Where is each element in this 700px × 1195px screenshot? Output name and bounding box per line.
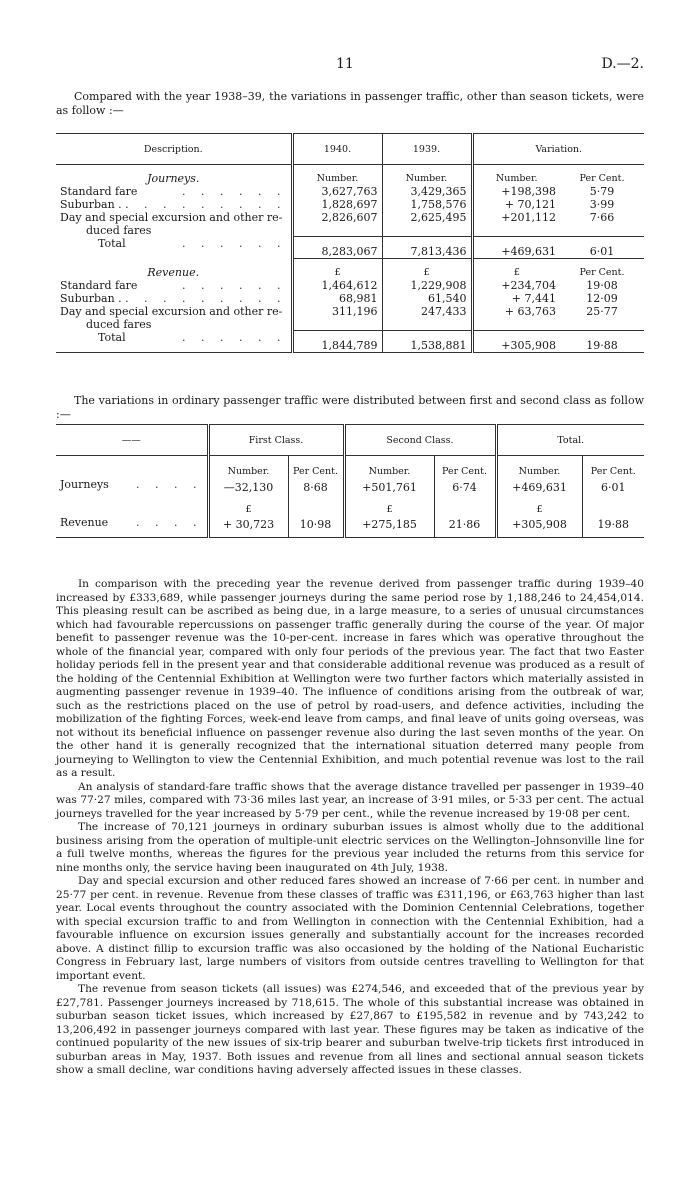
unit-label: Per Cent. [582,456,644,478]
unit-label: Number. [208,456,288,478]
cell-total-number: +469,631 [496,478,582,494]
cell-1940: 3,627,763 [292,185,382,198]
cell-total-percent: 6·01 [582,478,644,494]
unit-label: Number. [472,165,560,185]
cell-percent: 19·08 [586,278,618,292]
paragraph: An analysis of standard-fare traffic shows that the average distance travelled per passenger in 1939–40 was 77·27 miles, compared with 73·36 miles last year, an increase of 3·91 miles, or 5·33 per cent. The actual journeys travelled for the year increased by 5·79 per cent., while the revenue increased by 19·08 per cent. [56,780,644,820]
col-total: Total. [496,425,644,456]
cell-percent: 7·66 [589,210,615,224]
cell-1940: 1,828,697 [292,198,382,211]
unit-label: Per Cent. [579,172,625,184]
revenue-units-row [56,259,644,279]
cell-first-number: —32,130 [208,478,288,494]
cell-second-percent: 21·86 [434,516,496,538]
document-reference: D.—2. [601,56,644,72]
cell-second-number: +501,761 [344,478,434,494]
units-row [56,494,644,516]
unit-label: £ [382,259,472,279]
cell-total-percent: 19·88 [582,516,644,538]
intro-paragraph-1: Compared with the year 1938–39, the variations in passenger traffic, other than season tickets, were as follow :— [56,90,644,117]
unit-label: £ [344,494,434,516]
row-label: Suburban . . [60,197,129,211]
table-row [56,516,644,538]
col-1939: 1939. [382,134,472,165]
cell-first-number: + 30,723 [208,516,288,538]
cell-1939: 247,433 [382,305,472,318]
row-label: Day and special excursion and other re- [60,210,283,224]
cell-1940: 2,826,607 [292,211,382,224]
passenger-traffic-table [56,133,644,353]
table-row [56,478,644,494]
journeys-heading: Journeys. [147,171,200,185]
col-blank: —— [121,434,141,446]
total-1940: 1,844,789 [292,331,382,353]
row-label: Standard fare [60,184,138,198]
col-description: Description. [143,143,203,155]
row-label: Revenue [60,515,109,529]
total-1939: 1,538,881 [382,331,472,353]
leader-dots: . . . . . . [182,330,287,344]
leader-dots: . . . . [136,515,203,529]
cell-first-percent: 10·98 [288,516,344,538]
unit-label: Number. [382,165,472,185]
unit-label: Number. [292,165,382,185]
total-variation: +469,631 [472,237,560,259]
leader-dots: . . . . . . [182,184,287,198]
paragraph: In comparison with the preceding year the revenue derived from passenger traffic during 1939–40 increased by £333,689, while passenger journeys during the same period rose by 1,188,246 to 24,454,014. This pleasing result can be ascribed as being due, in a large measure, to a series of unusual circumstances which had favourable repercussions on passenger traffic generally during the course of the year. Of major benefit to passenger revenue was the 10-per-cent. increase in fares which was operative throughout the whole of the financial year, compared with only four periods of the previous year. The fact that two Easter holiday periods fell in the present year and that considerable additional revenue was produced as a result of the holding of the Centennial Exhibition at Wellington were two further factors which materially assisted in augmenting passenger revenue in 1939–40. The influence of conditions arising from the outbreak of war, such as the restrictions placed on the use of petrol by road-users, and defence activities, including the mobilization of the fighting Forces, week-end leave from camps, and final leave of units going overseas, was not without its beneficial influence on passenger revenue also during the last seven months of the year. On the other hand it is generally recognized that the international situation deterred many people from journeying to Wellington to view the Centennial Exhibition, and much potential revenue was lost to the rail as a result. [56,578,644,779]
table-row [56,292,644,305]
leader-dots: . . . . [136,477,203,491]
paragraph: The revenue from season tickets (all issues) was £274,546, and exceeded that of the previous year by £27,781. Passenger journeys increased by 718,615. The whole of this substantial increase was obtained in suburban season ticket issues, which increased by £27,867 to £195,582 in revenue and by 743,242 to 13,206,492 in passenger journeys compared with last year. These figures may be taken as indicative of the continued popularity of the new issues of six-trip bearer and suburban twelve-trip tickets first introduced in suburban areas in May, 1937. Both issues and revenue from all lines and sectional annual season tickets show a small decline, war conditions having adversely affected issues in these classes. [56,983,644,1076]
cell-percent: 12·09 [586,291,618,305]
total-label: Total [98,330,126,344]
row-label: Suburban . . [60,291,129,305]
cell-variation: +234,704 [472,279,560,292]
cell-1939: 1,229,908 [382,279,472,292]
cell-variation: + 7,441 [472,292,560,305]
unit-label: Per Cent. [560,259,644,279]
page-number: 11 [336,56,354,72]
table-row [56,305,644,318]
intro-paragraph-2: The variations in ordinary passenger traffic were distributed between first and second class as follow :— [56,394,644,421]
cell-second-number: +275,185 [344,516,434,538]
total-percent: 19·88 [560,331,644,353]
cell-total-number: +305,908 [496,516,582,538]
cell-1939: 61,540 [382,292,472,305]
cell-1939: 2,625,495 [382,211,472,224]
body-text [56,578,644,1078]
cell-1939: 3,429,365 [382,185,472,198]
table-header-row [56,134,644,165]
revenue-total-row [56,331,644,353]
row-label-continued: duced fares [86,317,152,331]
row-label-continued: duced fares [86,223,152,237]
cell-1940: 311,196 [292,305,382,318]
total-percent: 6·01 [560,237,644,259]
col-second-class: Second Class. [344,425,496,456]
total-1940: 8,283,067 [292,237,382,259]
table-row [56,211,644,224]
table-row [56,185,644,198]
unit-label: Number. [344,456,434,478]
cell-percent: 25·77 [586,304,618,318]
total-label: Total [98,236,126,250]
cell-variation: + 70,121 [472,198,560,211]
class-distribution-table [56,424,644,538]
table-row [56,318,644,331]
col-1940: 1940. [292,134,382,165]
total-variation: +305,908 [472,331,560,353]
cell-1940: 68,981 [292,292,382,305]
cell-variation: +201,112 [472,211,560,224]
journeys-total-row [56,237,644,259]
cell-percent: 5·79 [589,184,615,198]
unit-label: Number. [496,456,582,478]
leader-dots: . . . . . . [182,278,287,292]
total-1939: 7,813,436 [382,237,472,259]
cell-variation: +198,398 [472,185,560,198]
cell-first-percent: 8·68 [288,478,344,494]
leader-dots: . . . . . . . . [144,197,287,211]
paragraph: The increase of 70,121 journeys in ordinary suburban issues is almost wholly due to the additional business arising from the operation of multiple-unit electric services on the Wellington–Johnsonville line for a full twelve months, whereas the figures for the previous year included the returns from this service for nine months only, the service having been inaugurated on 4th July, 1938. [56,821,644,874]
table-row [56,198,644,211]
unit-label: £ [292,259,382,279]
cell-variation: + 63,763 [472,305,560,318]
cell-percent: 3·99 [589,197,615,211]
unit-label: £ [208,494,288,516]
unit-label: Per Cent. [288,456,344,478]
cell-second-percent: 6·74 [434,478,496,494]
leader-dots: . . . . . . [182,236,287,250]
col-variation: Variation. [472,134,644,165]
row-label: Standard fare [60,278,138,292]
cell-1940: 1,464,612 [292,279,382,292]
col-first-class: First Class. [208,425,344,456]
row-label: Journeys [60,477,109,491]
table-row [56,279,644,292]
unit-label: £ [472,259,560,279]
table-header-row [56,425,644,456]
units-row [56,456,644,478]
table-row [56,224,644,237]
unit-label: £ [496,494,582,516]
leader-dots: . . . . . . . . [144,291,287,305]
row-label: Day and special excursion and other re- [60,304,283,318]
unit-label: Per Cent. [434,456,496,478]
revenue-heading: Revenue. [147,265,200,279]
journeys-units-row [56,165,644,185]
cell-1939: 1,758,576 [382,198,472,211]
paragraph: Day and special excursion and other reduced fares showed an increase of 7·66 per cent. in number and 25·77 per cent. in revenue. Revenue from these classes of traffic was £311,196, or £63,763 higher than last year. Local events throughout the country associated with the Dominion Centennial Celebrations, together with special excursion traffic to and from Wellington in connection with the Centennial Exhibition, had a favourable influence on excursion issues generally and substantially account for the increases recorded above. A distinct fillip to excursion traffic was also occasioned by the holding of the National Eucharistic Congress in February last, large numbers of visitors from outside centres travelling to Wellington for that important event. [56,875,644,982]
